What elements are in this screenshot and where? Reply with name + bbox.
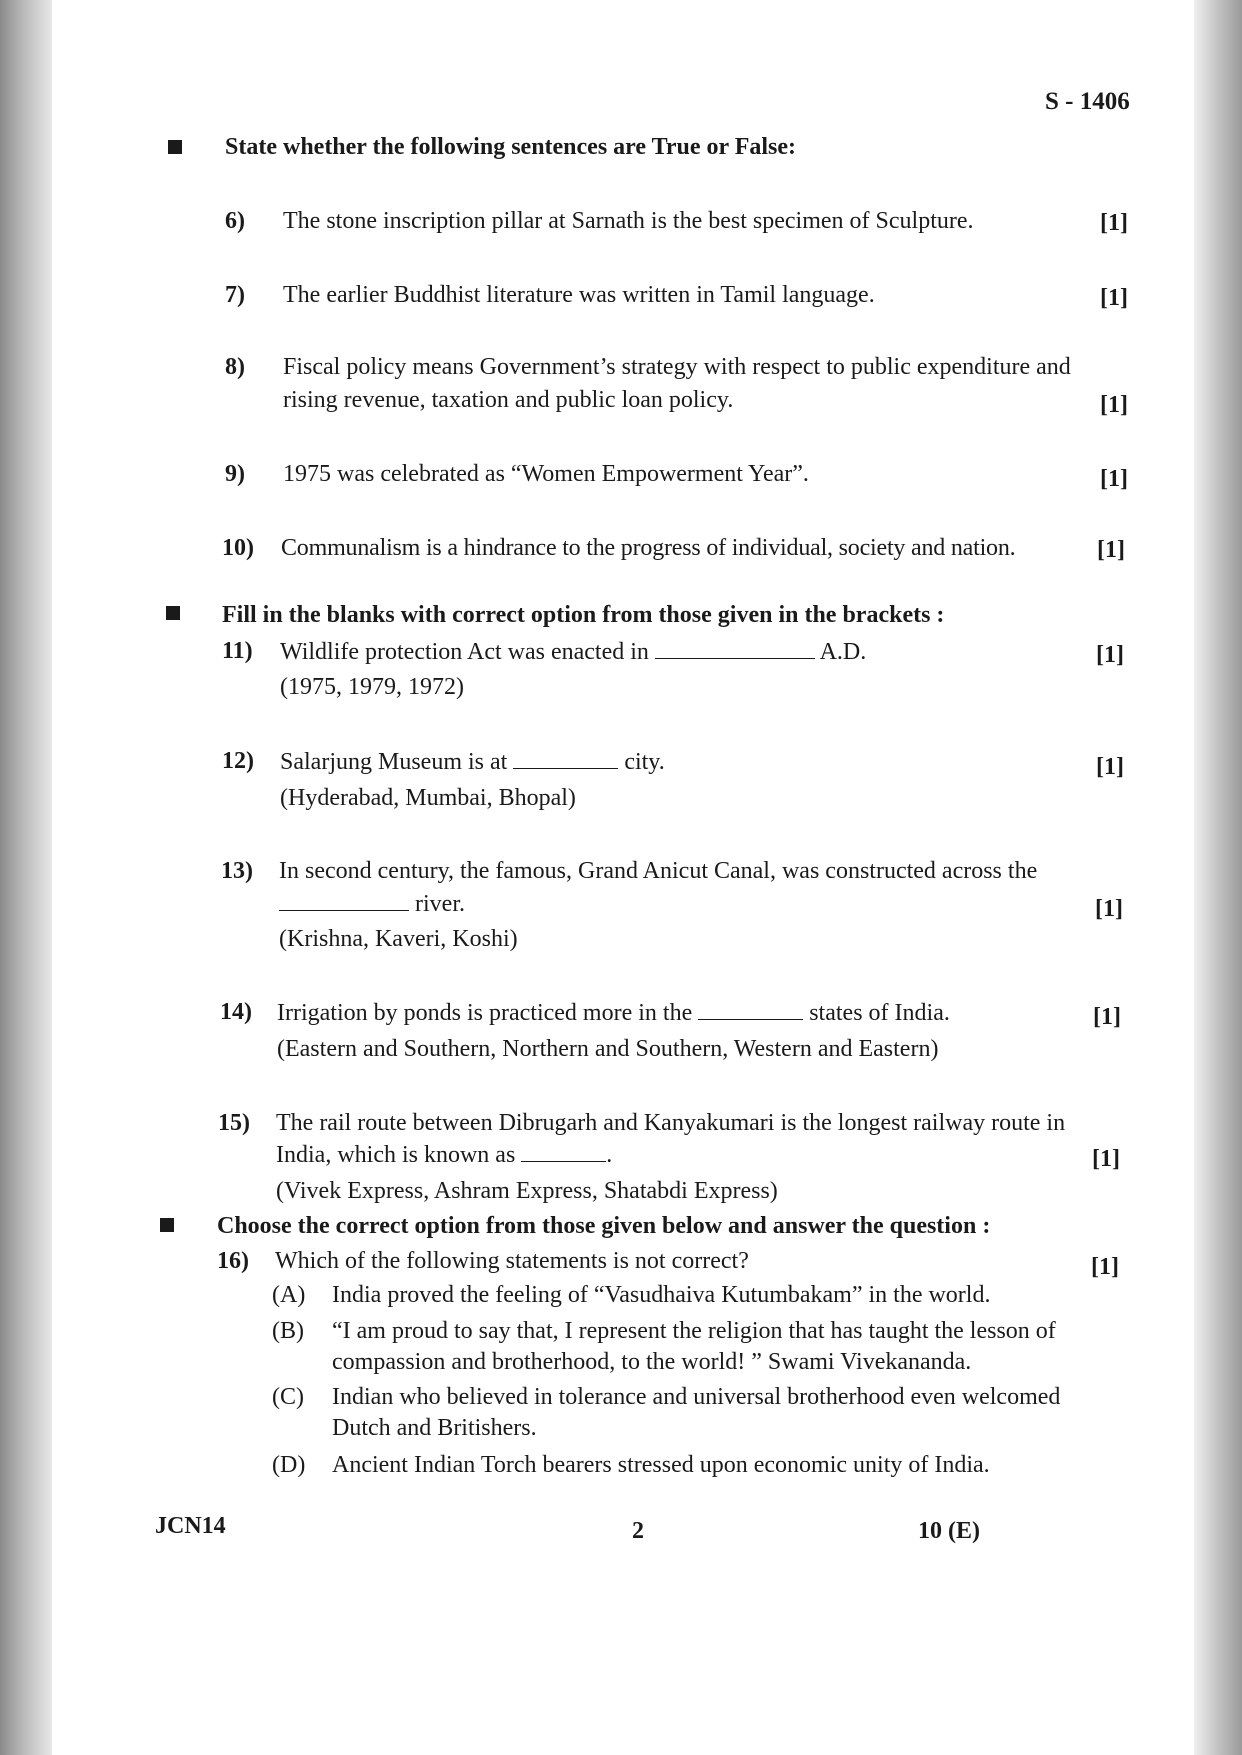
question-mark: [1] bbox=[1092, 1146, 1120, 1172]
question-number: 15) bbox=[218, 1110, 250, 1136]
question-text-after: river. bbox=[415, 891, 465, 917]
question-options: (Eastern and Southern, Northern and Southern, Western and Eastern) bbox=[277, 1036, 939, 1062]
answer-blank bbox=[521, 1141, 606, 1162]
question-text-before: Wildlife protection Act was enacted in bbox=[280, 639, 649, 665]
option-text: India proved the feeling of “Vasudhaiva Kutumbakam” in the world. bbox=[332, 1282, 991, 1308]
footer-right: 10 (E) bbox=[918, 1518, 980, 1544]
question-mark: [1] bbox=[1100, 210, 1128, 236]
question-number: 12) bbox=[222, 748, 254, 774]
question-text-before: Salarjung Museum is at bbox=[280, 749, 508, 775]
answer-blank bbox=[513, 748, 618, 769]
option-label: (B) bbox=[272, 1318, 304, 1344]
question-text-line-2 bbox=[279, 890, 465, 918]
question-text-line-1: The rail route between Dibrugarh and Kanyakumari is the longest railway route in bbox=[276, 1110, 1066, 1136]
question-options: (Krishna, Kaveri, Koshi) bbox=[279, 926, 518, 952]
question-text: The stone inscription pillar at Sarnath is the best specimen of Sculpture. bbox=[283, 208, 974, 234]
question-text: The earlier Buddhist literature was written in Tamil language. bbox=[283, 282, 875, 308]
question-text-line-1: Fiscal policy means Government’s strategy with respect to public expenditure and bbox=[283, 354, 1071, 380]
question-mark: [1] bbox=[1096, 754, 1124, 780]
option-label: (C) bbox=[272, 1384, 304, 1410]
answer-blank bbox=[655, 638, 815, 659]
question-number: 8) bbox=[225, 354, 245, 380]
question-number: 10) bbox=[222, 535, 254, 561]
scan-edge-left bbox=[0, 0, 52, 1755]
section-bullet-icon bbox=[160, 1218, 174, 1232]
option-text: Ancient Indian Torch bearers stressed upon economic unity of India. bbox=[332, 1452, 990, 1478]
question-options: (1975, 1979, 1972) bbox=[280, 674, 464, 700]
question-text bbox=[280, 638, 866, 666]
question-options: (Hyderabad, Mumbai, Bhopal) bbox=[280, 785, 576, 811]
question-number: 9) bbox=[225, 461, 245, 487]
question-mark: [1] bbox=[1097, 537, 1125, 563]
option-label: (D) bbox=[272, 1452, 306, 1478]
question-mark: [1] bbox=[1093, 1004, 1121, 1030]
section-title-mcq: Choose the correct option from those given below and answer the question : bbox=[217, 1213, 991, 1239]
question-text bbox=[277, 999, 950, 1027]
question-text-after: A.D. bbox=[819, 639, 867, 665]
question-text: Communalism is a hindrance to the progress of individual, society and nation. bbox=[281, 535, 1016, 561]
option-text-line-1: Indian who believed in tolerance and universal brotherhood even welcomed bbox=[332, 1384, 1061, 1410]
question-options: (Vivek Express, Ashram Express, Shatabdi Express) bbox=[276, 1178, 778, 1204]
option-label: (A) bbox=[272, 1282, 306, 1308]
page-number: 2 bbox=[632, 1518, 644, 1544]
question-number: 11) bbox=[222, 638, 253, 664]
question-mark: [1] bbox=[1100, 466, 1128, 492]
question-text bbox=[280, 748, 665, 776]
option-text-line-2: Dutch and Britishers. bbox=[332, 1415, 537, 1441]
question-text-before: India, which is known as bbox=[276, 1142, 516, 1168]
paper-code: S - 1406 bbox=[1045, 88, 1130, 115]
question-mark: [1] bbox=[1091, 1254, 1119, 1280]
section-bullet-icon bbox=[168, 140, 182, 154]
question-number: 6) bbox=[225, 208, 245, 234]
answer-blank bbox=[698, 999, 803, 1020]
question-number: 13) bbox=[221, 858, 253, 884]
option-text-line-2: compassion and brotherhood, to the world! ” Swami Vivekananda. bbox=[332, 1349, 972, 1375]
question-text-before: Irrigation by ponds is practiced more in the bbox=[277, 1000, 693, 1026]
question-number: 16) bbox=[217, 1248, 249, 1274]
scan-edge-right bbox=[1194, 0, 1242, 1755]
section-title-true-false: State whether the following sentences are True or False: bbox=[225, 134, 797, 160]
answer-blank bbox=[279, 890, 409, 911]
question-text-line-2 bbox=[276, 1141, 612, 1169]
section-bullet-icon bbox=[166, 606, 180, 620]
question-mark: [1] bbox=[1100, 285, 1128, 311]
question-text-line-1: In second century, the famous, Grand Anicut Canal, was constructed across the bbox=[279, 858, 1038, 884]
footer-left: JCN14 bbox=[155, 1513, 226, 1539]
question-text-line-2: rising revenue, taxation and public loan policy. bbox=[283, 387, 734, 413]
question-text-after: . bbox=[606, 1142, 613, 1168]
question-number: 14) bbox=[220, 999, 252, 1025]
question-text-after: states of India. bbox=[809, 1000, 950, 1026]
question-number: 7) bbox=[225, 282, 245, 308]
question-text: 1975 was celebrated as “Women Empowerment Year”. bbox=[283, 461, 809, 487]
question-mark: [1] bbox=[1100, 392, 1128, 418]
question-text-after: city. bbox=[624, 749, 665, 775]
section-title-fill-blanks: Fill in the blanks with correct option from those given in the brackets : bbox=[222, 602, 945, 628]
question-mark: [1] bbox=[1095, 896, 1123, 922]
question-text: Which of the following statements is not correct? bbox=[275, 1248, 749, 1274]
option-text-line-1: “I am proud to say that, I represent the religion that has taught the lesson of bbox=[332, 1318, 1056, 1344]
question-mark: [1] bbox=[1096, 642, 1124, 668]
